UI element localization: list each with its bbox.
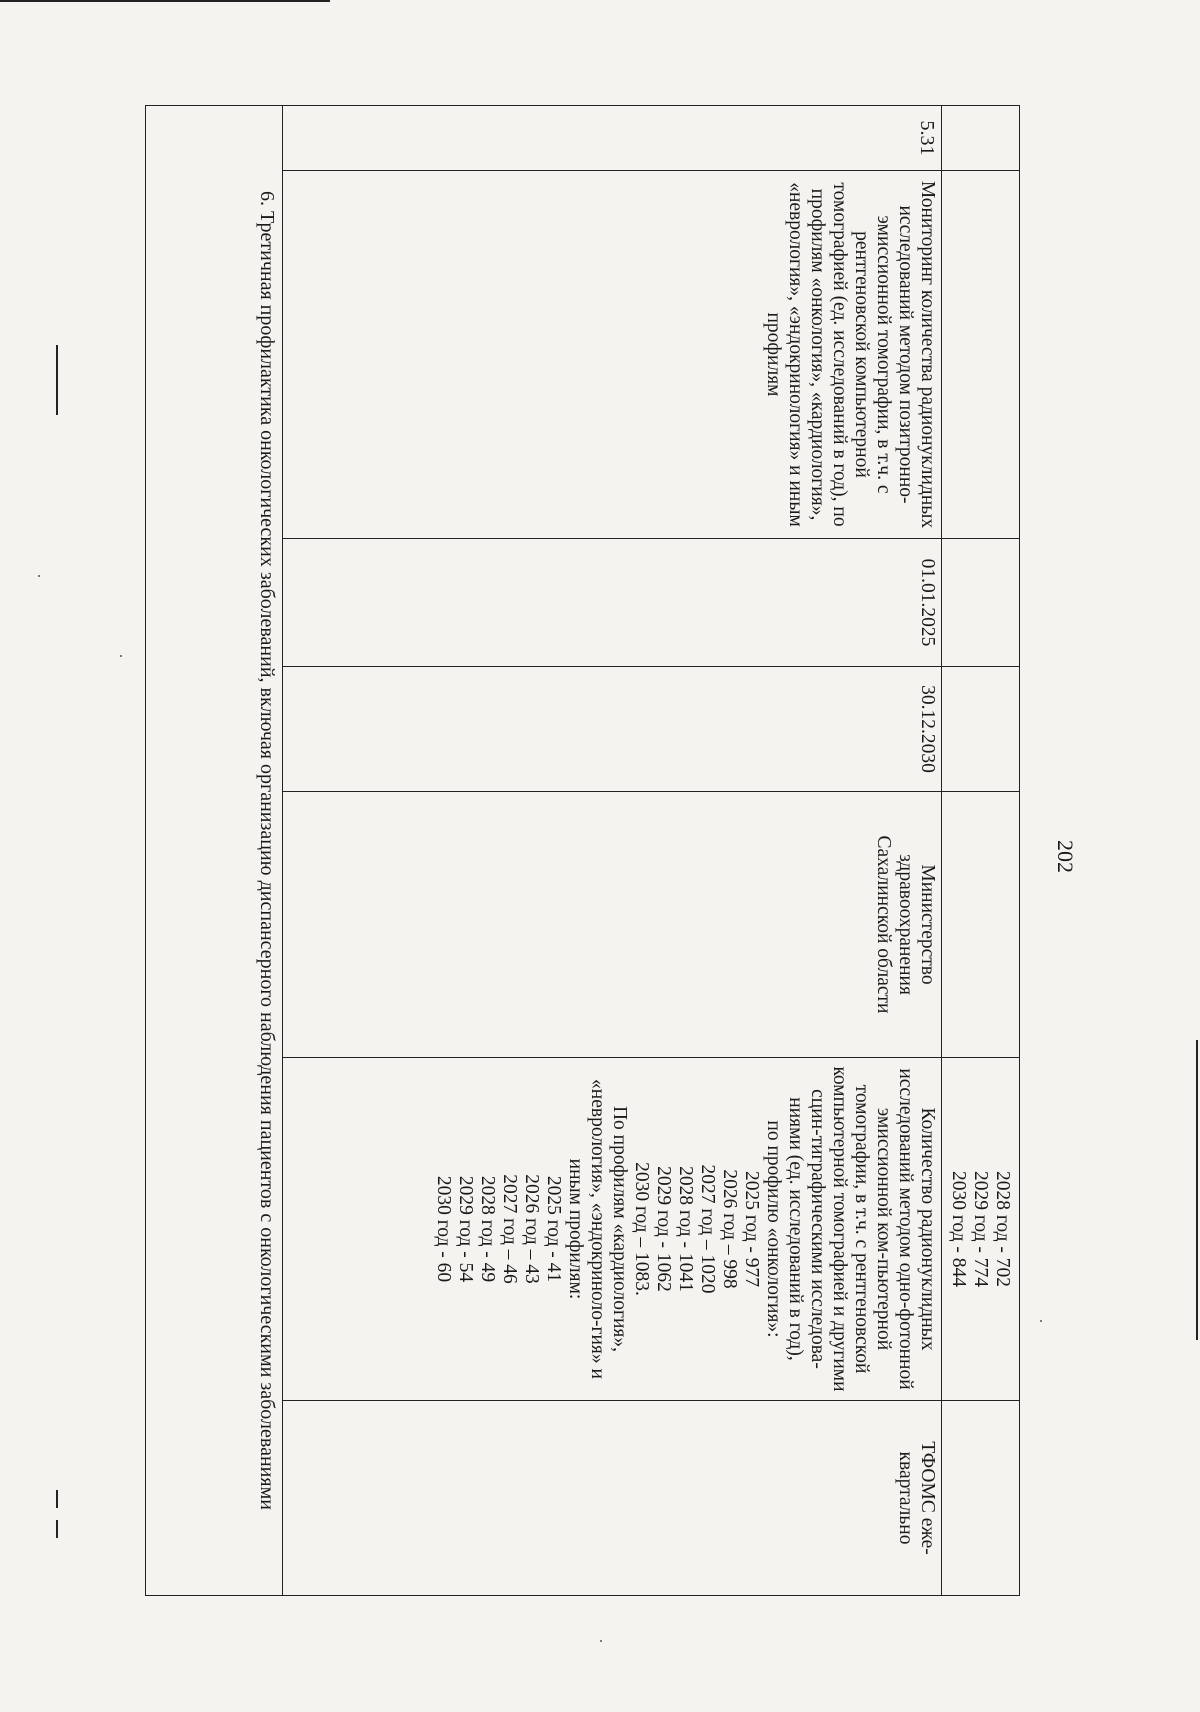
start-date: 01.01.2025 — [283, 539, 942, 667]
document-table-rotated — [150, 105, 1020, 1595]
indicator-value: 2025 год - 977 — [741, 1171, 762, 1287]
indicator-value: 2029 год - 1062 — [653, 1166, 674, 1292]
indicator-value: 2026 год – 43 — [521, 1174, 542, 1284]
continuation-value: 2029 год - 774 — [970, 1171, 991, 1287]
row-number: 5.31 — [283, 106, 942, 171]
indicator-intro: Количество радионуклидных исследований методом одно-фотонной эмиссионной ком-пьютерной томографии, в т.ч. с рентгеновской компьютерной томографией и другими сцин-тиграфическими исследова-ниями (ед. исследований в год), — [785, 1066, 938, 1392]
scan-artifact-mark — [56, 1490, 58, 1508]
continuation-values — [942, 1058, 1020, 1401]
section-row — [146, 106, 283, 1596]
indicator-value: 2029 год - 54 — [455, 1175, 476, 1283]
scan-artifact-mark — [56, 1520, 58, 1538]
section-title: 6. Третичная профилактика онкологических заболеваний, включая организацию диспансерного наблюдения пациентов с онкологическими заболеваниями — [146, 106, 283, 1596]
speck — [38, 575, 40, 577]
speck — [1040, 1320, 1042, 1322]
indicator-value: 2030 год – 1083. — [631, 1162, 652, 1296]
indicator-other-title: По профилям «кардиология», «неврология», «эндокриноло-гия» и иным профилям: — [565, 1079, 630, 1379]
indicator-value: 2028 год - 49 — [477, 1175, 498, 1283]
continuation-value: 2030 год - 844 — [948, 1171, 969, 1287]
indicator-value: 2025 год - 41 — [543, 1175, 564, 1283]
continuation-value: 2028 год - 702 — [992, 1171, 1013, 1287]
scan-artifact-edge — [1196, 1040, 1198, 1340]
speck — [600, 1640, 602, 1642]
speck — [120, 655, 122, 657]
indicator-value: 2028 год - 1041 — [675, 1166, 696, 1292]
table-row-continuation — [942, 106, 1020, 1596]
plan-table — [145, 105, 1020, 1596]
indicator-value: 2026 год – 998 — [719, 1169, 740, 1289]
target-indicator — [283, 1058, 942, 1401]
scan-artifact-mark — [56, 345, 58, 415]
table-row — [283, 106, 942, 1596]
scan-artifact-top — [0, 0, 330, 2]
end-date: 30.12.2030 — [283, 667, 942, 792]
indicator-oncology-title: по профилю «онкология»: — [763, 1120, 784, 1338]
measure-description: Мониторинг количества радионуклидных исследований методом позитронно-эмиссионной томографии, в т.ч. с рентгеновской компьютерной томографией (ед. исследований в год), по профилям «онкология», «кардиология», «неврология», «эндокринология» и иным профилям — [283, 171, 942, 539]
indicator-value: 2027 год – 1020 — [697, 1164, 718, 1294]
responsible-executor: Министерство здравоохранения Сахалинской области — [283, 792, 942, 1058]
page-number: 202 — [1053, 840, 1078, 873]
control-form: ТФОМС еже-квартально — [283, 1401, 942, 1596]
indicator-value: 2030 год - 60 — [433, 1175, 454, 1283]
indicator-value: 2027 год – 46 — [499, 1174, 520, 1284]
